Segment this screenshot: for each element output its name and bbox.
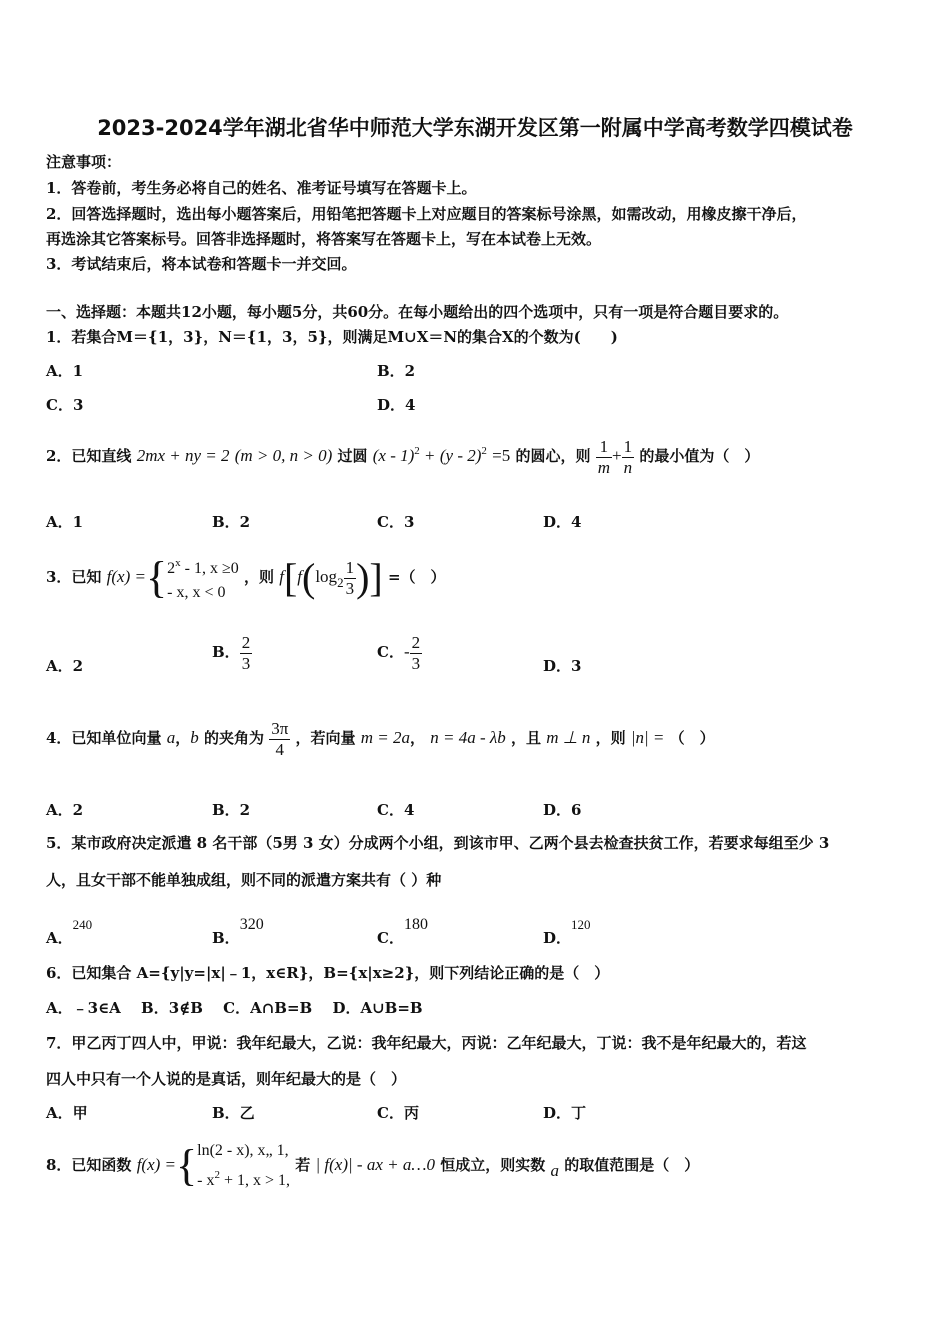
q3-text: ，则 [243,568,274,586]
notice-item: 再选涂其它答案标号。回答非选择题时，将答案写在答题卡上，写在本试卷上无效。 [46,230,602,248]
q8-inequality: | f(x)| - ax + a…0 [315,1155,435,1174]
q4-m-definition: m = 2a [360,728,411,747]
q5-option-b[interactable]: B．320 [212,916,264,947]
q4-vector-a: a [166,728,176,747]
question-3-stem: 3．已知 f(x) ={ 2$^x$ - 1, x ≥0 - x, x < 0 ，则 f[f(log2 $\frac{1}{3}$ )] =（ ） [46,548,446,612]
q4-text: 4．已知单位向量 [46,729,162,747]
q8-text: 8．已知函数 [46,1156,132,1174]
q2-option-d[interactable]: D．4 [543,513,582,531]
q3-option-d[interactable]: D．3 [543,657,582,675]
q2-option-c[interactable]: C．3 [377,513,415,531]
q3-f-outer: f [279,567,284,586]
question-5-line-1: 5．某市政府决定派遣 8 名干部（5男 3 女）分成两个小组，到该市甲、乙两个县去检查扶贫工作，若要求每组至少 3 [46,834,830,852]
q1-option-a[interactable]: A．1 [46,362,84,380]
q2-circle-x: (x - 1) [372,446,415,465]
q8-text: 的取值范围是（ ） [564,1156,700,1174]
question-5-line-2: 人，且女干部不能单独成组，则不同的派遣方案共有（ ）种 [46,871,442,889]
notice-item: 3．考试结束后，将本试卷和答题卡一并交回。 [46,255,357,273]
question-1-stem: 1．若集合M＝{1，3}，N＝{1，3，5}，则满足M∪X＝N的集合X的个数为( ) [46,328,618,346]
q4-text: ，则 [595,729,626,747]
q1-option-d[interactable]: D．4 [377,396,416,414]
q1-option-c[interactable]: C．3 [46,396,84,414]
q2-option-a[interactable]: A．1 [46,513,84,531]
q4-option-b[interactable]: B．2 [212,801,251,819]
q4-text: ，若向量 [295,729,356,747]
q4-vector-b: b [190,728,199,747]
q2-fraction-1-over-m: $\frac{1}{m}$ [597,436,610,477]
q7-option-c[interactable]: C．丙 [377,1104,419,1122]
q3-brace: { [145,553,168,602]
q4-text: （ ） [669,729,715,747]
q2-text: 过圆 [337,447,368,465]
q3-f-inner: f [297,567,302,586]
question-7-line-2: 四人中只有一个人说的是真话，则年纪最大的是（ ） [46,1070,407,1088]
q2-line-equation: 2mx + ny = 2 [136,446,230,465]
notice-item: 1．答卷前，考生务必将自己的姓名、准考证号填写在答题卡上。 [46,179,477,197]
q4-option-c[interactable]: C．4 [377,801,415,819]
q3-function: f(x) = [106,567,146,586]
question-2-stem: 2．已知直线 2mx + ny = 2 (m > 0, n > 0) 过圆 (x - 1)$^2$ + (y - 2)$^2$ =5 的圆心，则 $\frac{1}{m}$ + $\frac{1}{n}$ 的最小值为（ ） [46,436,760,477]
q3-piecewise: 2$^x$ - 1, x ≥0 - x, x < 0 [167,557,239,601]
question-4-stem: 4．已知单位向量 a，b 的夹角为 $\frac{3\pi}{4}$ ，若向量 m = 2a， n = 4a - λb ，且 m ⊥ n ，则 |n| = （ ） [46,718,715,759]
q2-circle-y: (y - 2) [439,446,482,465]
q4-text: ，且 [511,729,542,747]
q2-text: 2．已知直线 [46,447,132,465]
question-7-line-1: 7．甲乙丙丁四人中，甲说：我年纪最大，乙说：我年纪最大，丙说：乙年纪最大，丁说：我不是年纪最大的，若这 [46,1034,807,1052]
q3-log: log [315,567,338,586]
q4-n-definition: n = 4a - λb [430,728,506,747]
q4-abs-n: |n| = [630,728,665,747]
notice-heading: 注意事项： [46,153,122,171]
q2-radius: =5 [492,446,511,465]
q8-variable-a: a [550,1161,559,1180]
section-heading: 一、选择题：本题共12小题，每小题5分，共60分。在每小题给出的四个选项中，只有一项是符合题目要求的。 [46,303,789,321]
q4-option-a[interactable]: A．2 [46,801,84,819]
q3-option-b-fraction: $\frac{2}{3}$ [241,632,251,673]
q8-piecewise: ln(2 - x), x„ 1, - $x^2 + 1$, x > 1, [197,1142,290,1189]
q3-fraction-1-3: $\frac{1}{3}$ [345,557,355,598]
q4-perpendicular: m ⊥ n [546,728,591,747]
q3-option-c-fraction: $\frac{2}{3}$ [411,632,421,673]
q2-option-b[interactable]: B．2 [212,513,251,531]
q4-angle-fraction: $\frac{3\pi}{4}$ [271,718,289,759]
q8-text: 恒成立，则实数 [440,1156,546,1174]
question-6-stem: 6．已知集合 A={y|y=|x|﹣1，x∈R}，B={x|x≥2}，则下列结论正确的是（ ） [46,964,610,982]
q1-option-b[interactable]: B．2 [377,362,416,380]
q8-brace: { [176,1141,198,1190]
q2-square: 2 [414,445,420,457]
q3-option-c[interactable]: C．- $\frac{2}{3}$ [377,632,421,673]
q4-option-d[interactable]: D．6 [543,801,582,819]
q7-option-d[interactable]: D．丁 [543,1104,587,1122]
q3-equals: =（ ） [387,568,446,586]
q7-option-b[interactable]: B．乙 [212,1104,255,1122]
q5-option-c[interactable]: C．180 [377,916,428,947]
q8-text: 若 [295,1156,311,1174]
question-8-stem [46,1136,699,1200]
notice-item: 2．回答选择题时，选出每小题答案后，用铅笔把答题卡上对应题目的答案标号涂黑，如需改动，用橡皮擦干净后， [46,205,807,223]
page-title: 2023-2024学年湖北省华中师范大学东湖开发区第一附属中学高考数学四模试卷 [97,116,853,140]
q2-plus: + [425,446,435,465]
q3-option-a[interactable]: A．2 [46,657,84,675]
q5-option-a[interactable]: A．240 [46,917,93,947]
q2-condition: (m > 0, n > 0) [234,446,333,465]
q5-option-d[interactable]: D．120 [543,917,591,947]
q2-text: 的最小值为（ ） [639,447,760,465]
q4-text: 的夹角为 [203,729,264,747]
q3-option-b[interactable]: B． $\frac{2}{3}$ [212,632,251,673]
q2-text: 的圆心，则 [515,447,591,465]
q6-options[interactable]: A．﹣3∈A B．3∉B C．A∩B=B D．A∪B=B [46,999,423,1017]
q2-square: 2 [481,445,487,457]
q3-text: 3．已知 [46,568,102,586]
q7-option-a[interactable]: A．甲 [46,1104,88,1122]
q8-function: f(x) = [136,1155,176,1174]
q2-fraction-1-over-n: $\frac{1}{n}$ [623,436,633,477]
